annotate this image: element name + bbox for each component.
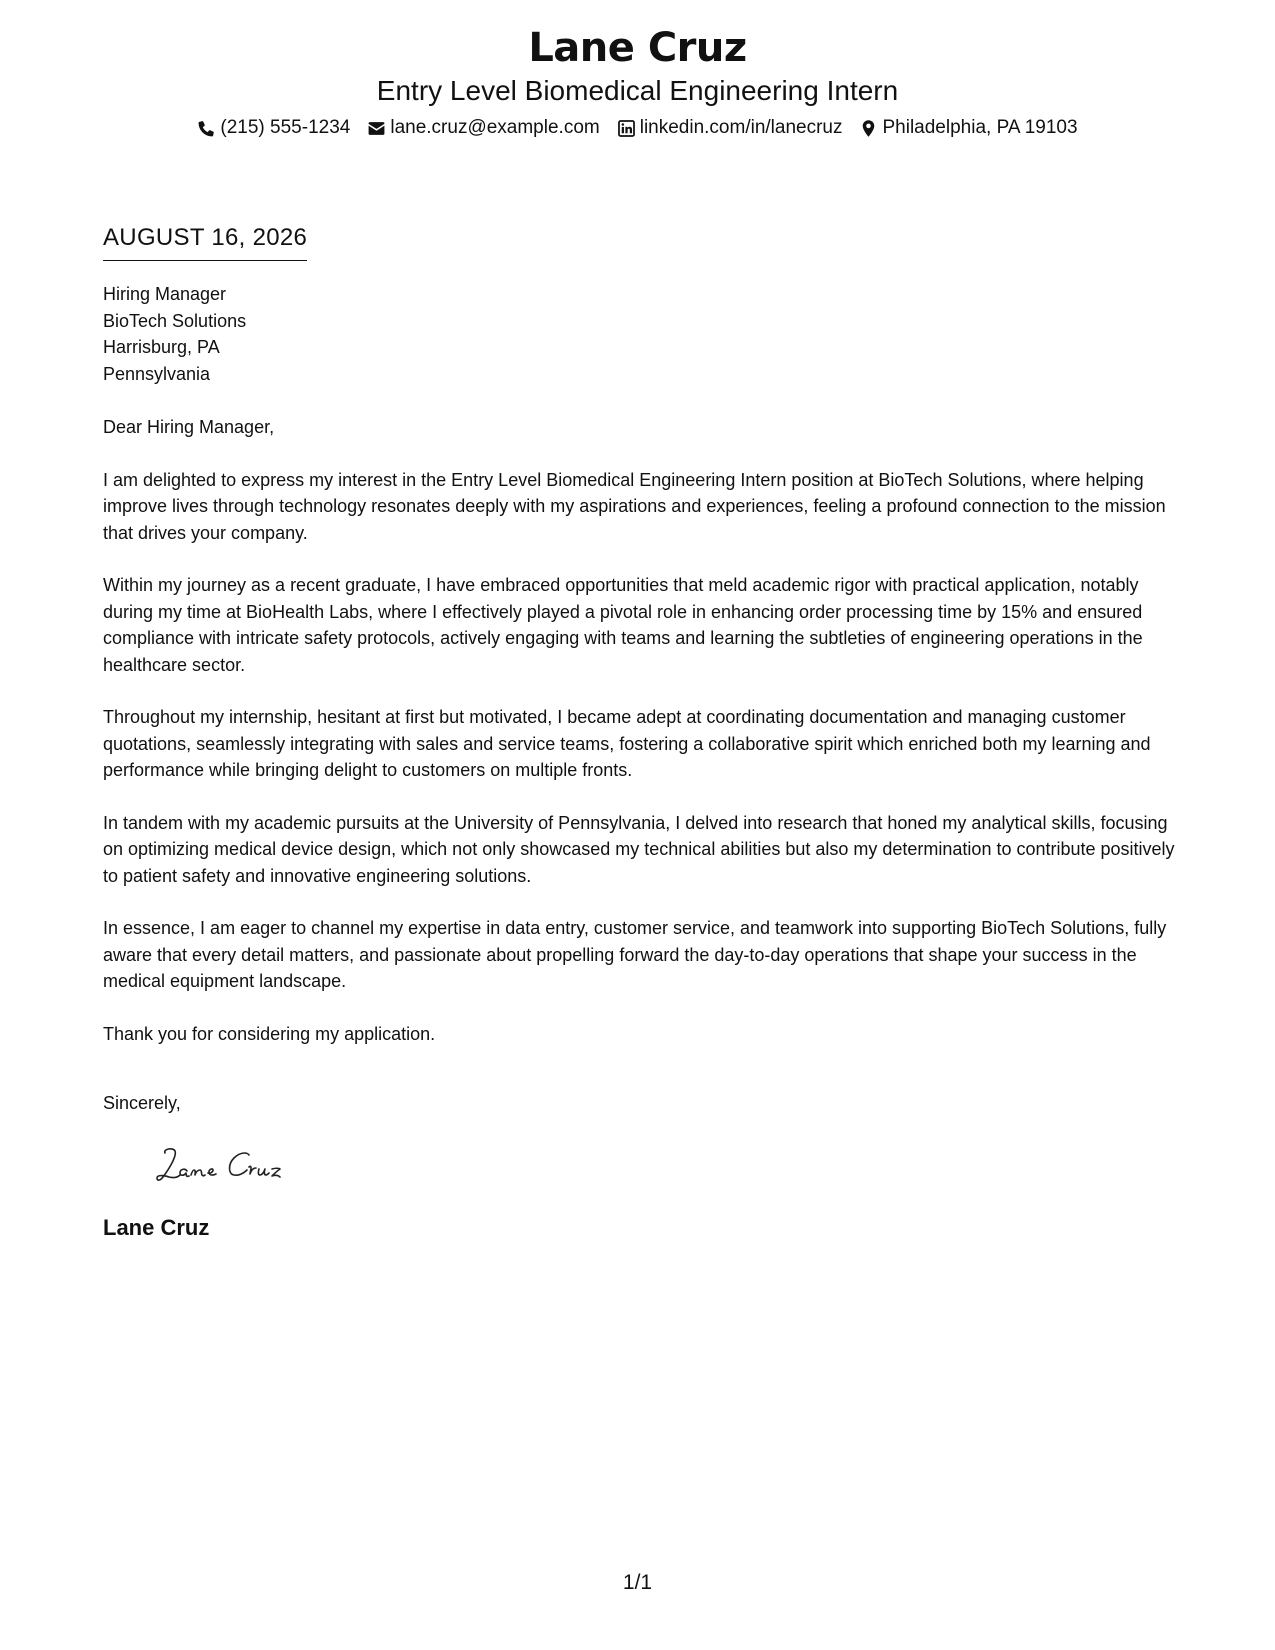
map-pin-icon [859, 119, 878, 138]
linkedin-text[interactable]: linkedin.com/in/lanecruz [639, 117, 843, 138]
contact-location [859, 116, 1077, 140]
recipient-line: Hiring Manager [103, 284, 227, 304]
applicant-name: Lane Cruz [528, 25, 747, 71]
recipient-line: Pennsylvania [103, 363, 211, 384]
body-paragraph: Within my journey as a recent graduate, I have embraced opportunities that meld academic rigor with practical application, notably during my time at BioHealth Labs, where I effectively played a pivotal role in enhancing order processing time by 15% and ensured compliance with intricate safety protocols, actively engaging with teams and learning the subtleties of engineering operations in the healthcare sector. [103, 575, 1143, 675]
letter-body [103, 222, 1175, 1242]
closing: Sincerely, [103, 1093, 181, 1113]
signer-name: Lane Cruz [103, 1215, 210, 1240]
contact-linkedin[interactable] [617, 116, 843, 140]
contact-bar [0, 116, 1275, 140]
body-paragraph: In tandem with my academic pursuits at the University of Pennsylvania, I delved into research that honed my analytical skills, focusing on optimizing medical device design, which not only showcased my technical abilities but also my determination to contribute positively to patient safety and innovative engineering solutions. [103, 812, 1175, 886]
salutation: Dear Hiring Manager, [103, 417, 275, 437]
body-paragraph: I am delighted to express my interest in the Entry Level Biomedical Engineering Intern position at BioTech Solutions, where helping improve lives through technology resonates deeply with my aspirations and experiences, feeling a profound connection to the mission that drives your company. [103, 469, 1166, 543]
page-number: 1/1 [622, 1571, 653, 1594]
contact-phone [197, 116, 350, 140]
envelope-icon [367, 119, 386, 138]
letter-header [0, 22, 1275, 140]
email-text[interactable]: lane.cruz@example.com [390, 117, 600, 138]
body-paragraph: Throughout my internship, hesitant at first but motivated, I became adept at coordinating documentation and managing customer quotations, seamlessly integrating with sales and service teams, fostering a collaborative spirit which enriched both my learning and performance while bringing delight to customers on multiple fronts. [103, 707, 1151, 780]
linkedin-icon [617, 119, 636, 138]
signature-image [151, 1143, 321, 1191]
recipient-line: Harrisburg, PA [103, 337, 220, 357]
recipient-block [103, 281, 1175, 387]
letter-date: AUGUST 16, 2026 [103, 222, 307, 261]
applicant-role: Entry Level Biomedical Engineering Intern [376, 75, 899, 106]
contact-email[interactable] [367, 116, 599, 140]
location-text: Philadelphia, PA 19103 [882, 117, 1078, 138]
recipient-line: BioTech Solutions [103, 310, 247, 331]
phone-icon [197, 119, 216, 138]
thanks-line: Thank you for considering my application. [103, 1023, 436, 1044]
phone-text: (215) 555-1234 [220, 117, 351, 138]
body-paragraph: In essence, I am eager to channel my expertise in data entry, customer service, and teamwork into supporting BioTech Solutions, fully aware that every detail matters, and passionate about propelling forward the day-to-day operations that shape your success in the medical equipment landscape. [103, 918, 1167, 991]
